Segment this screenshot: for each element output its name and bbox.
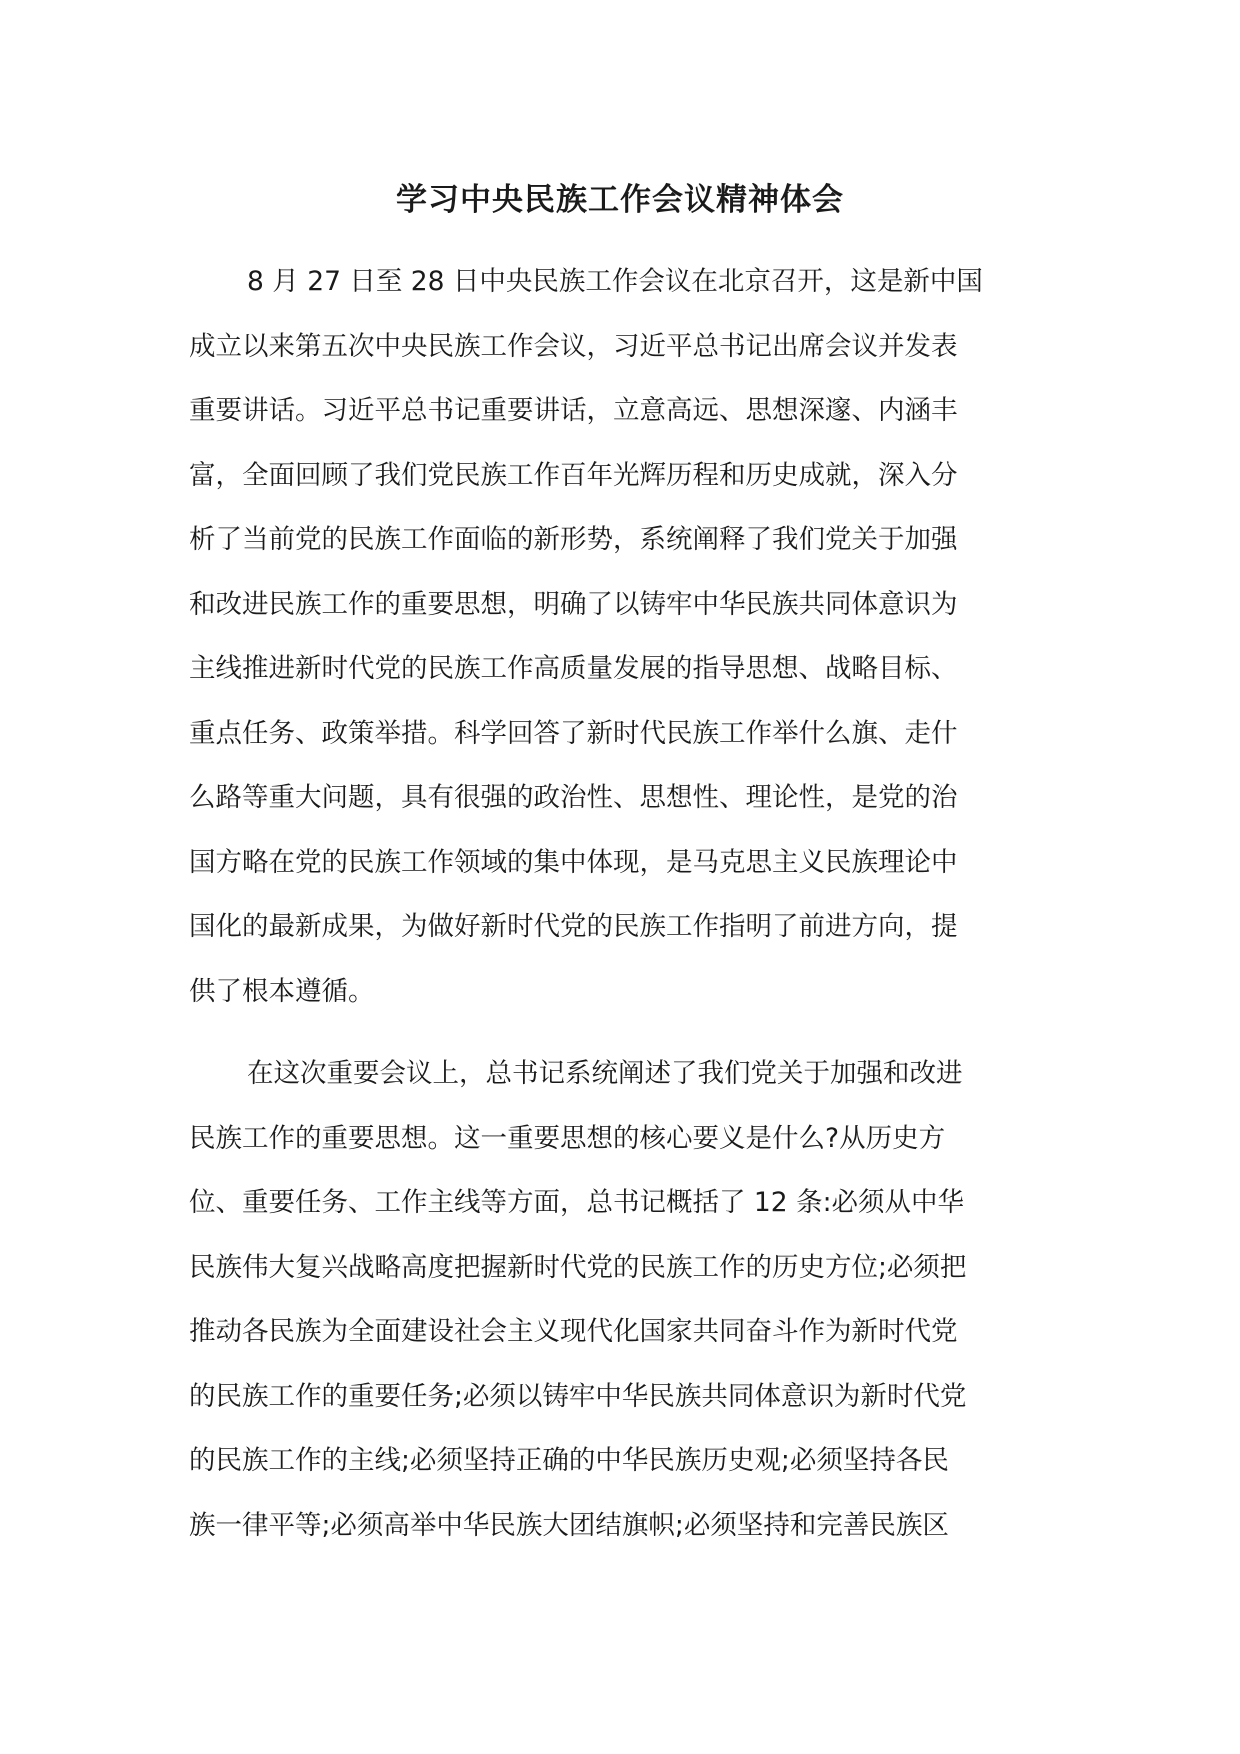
text-line: 国化的最新成果，为做好新时代党的民族工作指明了前进方向，提 xyxy=(189,911,958,942)
paragraph-2 xyxy=(189,1042,1049,1558)
text-line: 族一律平等;必须高举中华民族大团结旗帜;必须坚持和完善民族区 xyxy=(189,1509,949,1541)
text-line: 位、重要任务、工作主线等方面，总书记概括了 12 条:必须从中华 xyxy=(189,1187,964,1218)
text-line: 重点任务、政策举措。科学回答了新时代民族工作举什么旗、走什 xyxy=(189,717,958,749)
text-line: 重要讲话。习近平总书记重要讲话，立意高远、思想深邃、内涵丰 xyxy=(189,395,958,426)
paragraph-1 xyxy=(189,250,1049,1024)
text-line: 民族工作的重要思想。这一重要思想的核心要义是什么?从历史方 xyxy=(189,1122,946,1154)
text-line: 富，全面回顾了我们党民族工作百年光辉历程和历史成就，深入分 xyxy=(189,459,958,491)
text-line: 成立以来第五次中央民族工作会议，习近平总书记出席会议并发表 xyxy=(189,330,958,362)
document-title: 学习中央民族工作会议精神体会 xyxy=(396,182,844,218)
text-line: 供了根本遵循。 xyxy=(189,975,375,1007)
text-line: 的民族工作的主线;必须坚持正确的中华民族历史观;必须坚持各民 xyxy=(189,1445,949,1476)
text-line: 主线推进新时代党的民族工作高质量发展的指导思想、战略目标、 xyxy=(189,653,958,684)
text-line: 的民族工作的重要任务;必须以铸牢中华民族共同体意识为新时代党 xyxy=(189,1380,967,1412)
text-line: 8 月 27 日至 28 日中央民族工作会议在北京召开，这是新中国 xyxy=(247,266,983,297)
document-body xyxy=(189,250,1049,1576)
text-line: 析了当前党的民族工作面临的新形势，系统阐释了我们党关于加强 xyxy=(189,524,958,555)
text-line: 推动各民族为全面建设社会主义现代化国家共同奋斗作为新时代党 xyxy=(189,1316,958,1347)
text-line: 么路等重大问题，具有很强的政治性、思想性、理论性，是党的治 xyxy=(189,782,958,813)
text-line: 国方略在党的民族工作领域的集中体现，是马克思主义民族理论中 xyxy=(189,846,958,878)
text-line: 在这次重要会议上，总书记系统阐述了我们党关于加强和改进 xyxy=(247,1058,963,1089)
text-line: 民族伟大复兴战略高度把握新时代党的民族工作的历史方位;必须把 xyxy=(189,1251,967,1283)
text-line: 和改进民族工作的重要思想，明确了以铸牢中华民族共同体意识为 xyxy=(189,588,958,620)
